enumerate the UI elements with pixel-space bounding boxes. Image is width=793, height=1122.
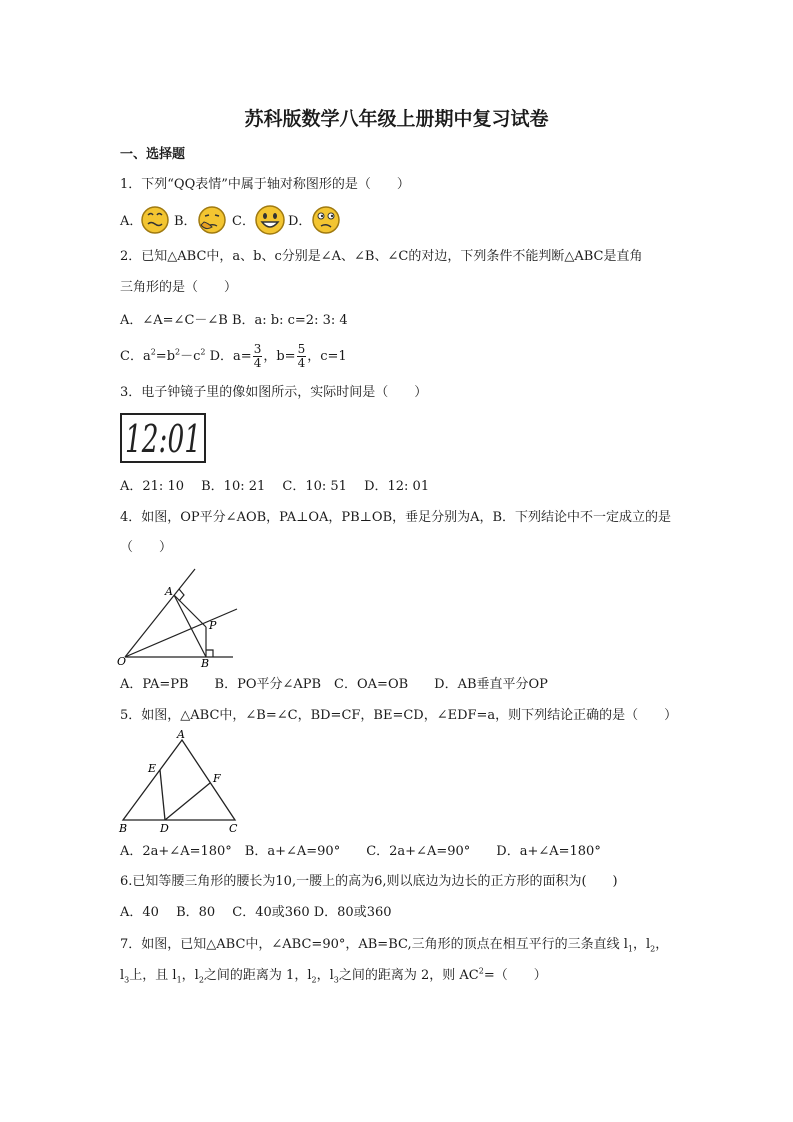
- label-f: F: [213, 772, 221, 785]
- label-d: D: [160, 822, 169, 835]
- digital-clock-figure: [120, 413, 206, 463]
- clock-digits-text: 12:01: [125, 417, 201, 461]
- q5-options: A．2a+∠A=180° B．a+∠A=90° C．2a+∠A=90° D．a+∠A=180°: [120, 844, 601, 859]
- ray-op: [125, 609, 237, 657]
- q7-end: =（ ）: [483, 968, 547, 983]
- face-confused-icon: [140, 205, 170, 235]
- question-1-stem: 1．下列“QQ表情”中属于轴对称图形的是（ ）: [120, 177, 410, 192]
- page-title: 苏科版数学八年级上册期中复习试卷: [244, 108, 549, 130]
- q7-subscript-3: 3: [124, 975, 130, 985]
- label-c: C: [229, 822, 238, 835]
- q7-subscript-1: 1: [627, 944, 633, 954]
- q7-l3-post: 上，且 l: [129, 968, 177, 983]
- q4-options: A．PA=PB B．PO平分∠APB C．OA=OB D．AB垂直平分OP: [120, 677, 548, 692]
- question-2-stem-line1: 2．已知△ABC中，a、b、c分别是∠A、∠B、∠C的对边，下列条件不能判断△ABC是直角: [120, 249, 643, 264]
- question-7-stem-line2: [120, 968, 547, 984]
- q2-option-c-exponent-b: 2: [175, 347, 181, 357]
- q7-middle: 之间的距离为 1，l: [203, 968, 312, 983]
- q2-option-c-prefix: C．a: [120, 349, 151, 364]
- label-e: E: [148, 762, 157, 775]
- segment-ab: [174, 595, 206, 657]
- q5-triangle-figure: [115, 728, 245, 836]
- q2-fraction-a-denominator: 4: [253, 356, 262, 370]
- label-a: A: [177, 728, 185, 741]
- q7-separator-1: ，l: [632, 937, 651, 952]
- q2-option-c-equals-b: =b: [155, 349, 176, 364]
- q7-subscript-2: 2: [650, 944, 656, 954]
- q2-fraction-b-numerator: 5: [297, 342, 306, 356]
- q2-option-d-middle: ，b=: [263, 349, 296, 364]
- q1-option-c-label: C．: [232, 214, 255, 229]
- label-b: B: [119, 822, 128, 835]
- q2-option-c-exponent-c: 2: [200, 347, 206, 357]
- section-heading: 一、选择题: [120, 147, 186, 162]
- segment-ed: [160, 770, 165, 820]
- q4-angle-bisector-figure: [115, 565, 245, 670]
- q6-options: A．40 B．80 C．40或360 D．80或360: [120, 905, 392, 920]
- q2-option-c-exponent-a: 2: [150, 347, 156, 357]
- right-angle-mark-a: [179, 589, 184, 601]
- label-o: O: [117, 655, 127, 668]
- segment-ap: [174, 595, 206, 627]
- q2-options-ab: A．∠A=∠C－∠B B．a: b: c=2: 3: 4: [120, 313, 348, 328]
- q2-option-d-end: ，c=1: [307, 349, 347, 364]
- q7-subscript-4: 1: [176, 975, 182, 985]
- segment-df: [165, 783, 210, 820]
- q7-subscript-7: 3: [333, 975, 339, 985]
- question-4-stem-line1: 4．如图，OP平分∠AOB，PA⊥OA，PB⊥OB，垂足分别为A，B．下列结论中不一定成立的是: [120, 510, 672, 525]
- q2-option-c-minus-c: －c: [180, 349, 201, 364]
- ray-oa: [125, 569, 195, 657]
- question-2-stem-line2: 三角形的是（ ）: [120, 280, 238, 295]
- q1-option-a-label: A．: [120, 214, 143, 229]
- q2-fraction-a: [253, 343, 263, 370]
- q7-superscript: 2: [478, 966, 484, 976]
- q7-subscript-6: 2: [311, 975, 317, 985]
- right-angle-mark-b: [206, 650, 213, 657]
- q7-l3: l: [120, 968, 125, 983]
- q7-subscript-5: 2: [198, 975, 204, 985]
- q2-fraction-b: [297, 343, 307, 370]
- clock-digits: [122, 415, 204, 461]
- q2-option-d-prefix: D．a=: [209, 349, 252, 364]
- question-6-stem: 6.已知等腰三角形的腰长为10,一腰上的高为6,则以底边为边长的正方形的面积为( ): [120, 874, 618, 889]
- q7-separator-3: ，l: [181, 968, 199, 983]
- question-3-stem: 3．电子钟镜子里的像如图所示，实际时间是（ ）: [120, 385, 428, 400]
- label-b: B: [201, 657, 210, 670]
- q7-end-prefix: 之间的距离为 2，则 AC: [338, 968, 479, 983]
- q2-fraction-a-numerator: 3: [253, 342, 262, 356]
- q7-separator-4: ，l: [316, 968, 334, 983]
- question-7-stem-line1: [120, 937, 668, 953]
- label-p: P: [209, 619, 217, 632]
- q7-separator-2: ，: [655, 937, 669, 952]
- label-a: A: [165, 585, 173, 598]
- face-thinking-icon: [196, 205, 228, 235]
- q3-options: A．21: 10 B．10: 21 C．10: 51 D．12: 01: [120, 479, 430, 494]
- q1-option-d-label: D．: [288, 214, 312, 229]
- face-smile-icon: [254, 204, 286, 236]
- q1-option-b-label: B．: [174, 214, 197, 229]
- q2-fraction-b-denominator: 4: [297, 356, 306, 370]
- q7-line1-text: 7．如图，已知△ABC中，∠ABC=90°，AB=BC,三角形的顶点在相互平行的三条直线 l: [120, 937, 628, 952]
- question-5-stem: 5．如图，△ABC中，∠B=∠C，BD=CF，BE=CD，∠EDF=a，则下列结论正确的是（ ）: [120, 708, 678, 723]
- face-puzzled-icon: [310, 205, 342, 235]
- question-4-stem-line2: （ ）: [120, 540, 173, 555]
- q2-options-cd: [120, 342, 347, 372]
